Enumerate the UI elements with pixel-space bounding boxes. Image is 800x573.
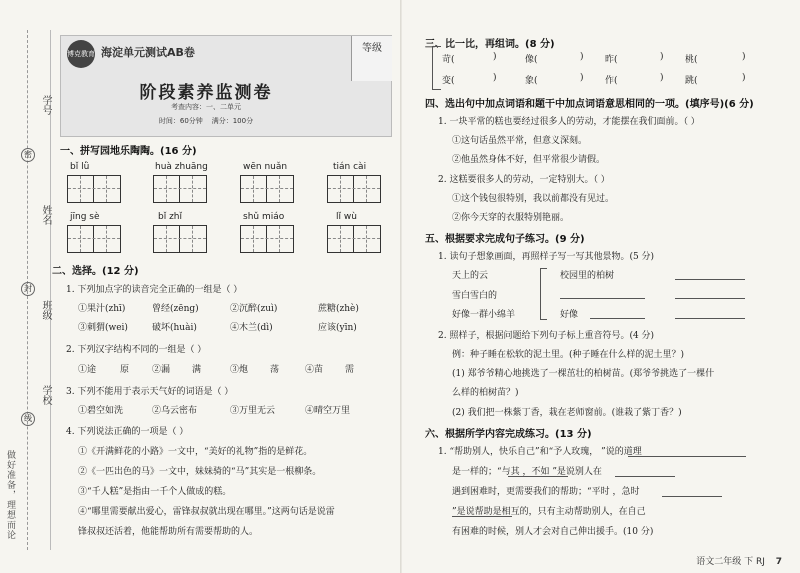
q6-line: 是一样的；“与其 ，不如 ”是说别人在 — [452, 467, 602, 477]
writing-grid[interactable] — [67, 175, 121, 203]
q2-4-item: ④“哪里需要献出爱心，雷锋叔叔就出现在哪里。”这两句话是说雷 — [78, 507, 335, 517]
compare-char: 桃( — [685, 55, 698, 65]
q2-1-opt: 破坏(huài) — [152, 323, 197, 333]
pinyin-1: bǐ lǜ — [70, 162, 90, 172]
exam-meta — [61, 116, 351, 126]
compare-char: 苛( — [442, 55, 455, 65]
q2-3: 3. 下列不能用于表示天气好的词语是（ ） — [66, 387, 234, 397]
q2-1-opt: 蔗糖(zhè) — [318, 304, 359, 314]
section6-title: 六、根据所学内容完成练习。(13 分) — [425, 429, 592, 440]
q2-1: 1. 下列加点字的读音完全正确的一组是（ ） — [66, 285, 243, 295]
q5-1-right: 好像 — [560, 310, 579, 320]
section1-title: 一、拼写园地乐陶陶。(16 分) — [60, 146, 197, 157]
compare-char: 像( — [525, 55, 538, 65]
label-name: 姓名 — [40, 205, 51, 225]
binding-strip — [0, 0, 55, 573]
answer-line[interactable] — [590, 318, 645, 319]
q2-4-item: 锋叔叔还活着，他能帮助所有需要帮助的人。 — [78, 527, 259, 537]
pinyin-4: tián cài — [333, 162, 367, 172]
writing-grid[interactable] — [240, 175, 294, 203]
answer-line[interactable] — [615, 476, 675, 477]
pinyin-2: huà zhuāng — [155, 162, 208, 172]
q4-2-opt: ①这个钱包很特别，我以前都没有见过。 — [452, 194, 615, 204]
q5-1-brace — [540, 268, 547, 320]
q2-2: 2. 下列汉字结构不同的一组是（ ） — [66, 345, 207, 355]
q2-3-opt: ④晴空万里 — [305, 406, 351, 416]
q2-2-opt: ②漏 — [152, 365, 171, 375]
q4-2-opt: ②你今天穿的衣服特别艳丽。 — [452, 213, 570, 223]
exam-time: 时间：60分钟 — [158, 117, 203, 125]
q4-1-opt: ②他虽然身体不好，但平常很少请假。 — [452, 155, 606, 165]
section3-title: 三、比一比，再组词。(8 分) — [425, 39, 555, 50]
q5-2: 2. 照样子，根据问题给下列句子标上重音符号。(4 分) — [438, 331, 655, 341]
label-school: 学校 — [40, 385, 51, 405]
seal-circle-1: 密 — [21, 148, 35, 162]
writing-grid[interactable] — [327, 175, 381, 203]
q5-2-s2: (2) 我们把一株紫丁香，栽在老师窗前。(谁栽了紫丁香？) — [452, 408, 682, 418]
compare-close: ) — [580, 73, 584, 83]
q5-1-left: 好像一群小绵羊 — [452, 310, 516, 320]
q2-4-item: ②《一匹出色的马》一文中，妹妹骑的“马”其实是一根柳条。 — [78, 467, 322, 477]
label-class: 班级 — [40, 300, 51, 320]
compare-close: ) — [660, 73, 664, 83]
compare-close: ) — [742, 73, 746, 83]
answer-line[interactable] — [628, 456, 746, 457]
q2-3-opt: ③万里无云 — [230, 406, 276, 416]
answer-line[interactable] — [452, 516, 512, 517]
q5-2-s1: (1) 郑爷爷精心地挑选了一棵茁壮的柏树苗。(郑爷爷挑选了一棵什 — [452, 369, 715, 379]
exam-scope: 考查内容：一、二单元 — [171, 103, 241, 111]
q2-1-opt: ①果汁(zhī) — [78, 304, 126, 314]
writing-grid[interactable] — [153, 225, 207, 253]
grade-box — [351, 36, 392, 81]
answer-line[interactable] — [662, 496, 722, 497]
section5-title: 五、根据要求完成句子练习。(9 分) — [425, 234, 585, 245]
pinyin-7: shǔ miáo — [243, 212, 285, 222]
q2-2-opt: 满 — [192, 365, 202, 375]
q2-1-opt: 曾经(zēng) — [152, 304, 199, 314]
q5-1: 1. 读句子想象画面，再照样子写一写其他景物。(5 分) — [438, 252, 655, 262]
q6-line: 有困难的时候，别人才会对自己伸出援手。(10 分) — [452, 527, 654, 537]
q4-2: 2. 这糕要很多人的劳动，一定特别大。（ ） — [438, 175, 610, 185]
grade-label: 等级 — [362, 43, 382, 54]
pinyin-6: bǐ zhǐ — [158, 212, 183, 222]
q2-1-opt: ④木兰(dì) — [230, 323, 273, 333]
pinyin-8: lǐ wù — [336, 212, 357, 222]
answer-line[interactable] — [675, 279, 745, 280]
q5-1-right: 校园里的柏树 — [560, 271, 615, 281]
compare-close: ) — [660, 52, 664, 62]
publisher-logo: 博克教育 — [67, 40, 95, 68]
exam-header — [60, 35, 392, 137]
binding-slogan: 做好准备，理想而论 — [5, 450, 15, 540]
answer-line[interactable] — [560, 298, 645, 299]
q2-3-opt: ①碧空如洗 — [78, 406, 124, 416]
compare-char: 昨( — [605, 55, 618, 65]
exam-title: 阶段素养监测卷 — [139, 83, 273, 103]
q6-line: 遇到困难时，更需要我们的帮助；“平时 ，急时 — [452, 487, 640, 497]
q5-1-left: 雪白雪白的 — [452, 291, 498, 301]
writing-grid[interactable] — [67, 225, 121, 253]
writing-grid[interactable] — [327, 225, 381, 253]
q5-2-s1-cont: 么样的柏树苗？) — [452, 388, 519, 398]
brand-title: 海淀单元测试AB卷 — [101, 46, 195, 59]
q2-2-opt: ③炮 — [230, 365, 249, 375]
q4-1-opt: ①这句话虽然平常，但意义深刻。 — [452, 136, 588, 146]
pinyin-5: jīng sè — [70, 212, 100, 222]
q2-2-opt: 荡 — [270, 365, 280, 375]
q6-line: 1. “帮助别人，快乐自己”和“予人玫瑰， ”说的道理 — [438, 447, 642, 457]
q5-1-left: 天上的云 — [452, 271, 489, 281]
q2-1-opt: ③刺猬(wei) — [78, 323, 128, 333]
seal-circle-2: 封 — [21, 282, 35, 296]
compare-bracket — [432, 46, 441, 90]
section2-title: 二、选择。(12 分) — [52, 266, 139, 277]
q2-3-opt: ②乌云密布 — [152, 406, 198, 416]
compare-close: ) — [580, 52, 584, 62]
exam-score: 满分：100分 — [211, 117, 254, 125]
q2-4-item: ①《开满鲜花的小路》一文中，“美好的礼物”指的是鲜花。 — [78, 447, 313, 457]
compare-char: 象( — [525, 76, 538, 86]
compare-char: 作( — [605, 76, 618, 86]
q2-1-opt: ②沉醉(zuì) — [230, 304, 278, 314]
seal-circle-3: 线 — [21, 412, 35, 426]
page-footer — [696, 554, 782, 567]
page-fold — [400, 0, 402, 573]
q2-2-opt: ④苗 — [305, 365, 324, 375]
q2-2-opt: ①途 — [78, 365, 97, 375]
q4-1: 1. 一块平常的糕也要经过很多人的劳动，才能摆在我们面前。（ ） — [438, 117, 700, 127]
q2-2-opt: 需 — [345, 365, 355, 375]
q5-2-example: 例：种子睡在松软的泥土里。(种子睡在什么样的泥土里？) — [452, 350, 685, 360]
course-label: 语文二年级 下 RJ — [696, 557, 765, 567]
compare-close: ) — [493, 52, 497, 62]
q2-2-opt: 原 — [120, 365, 130, 375]
compare-close: ) — [493, 73, 497, 83]
compare-close: ) — [742, 52, 746, 62]
q6-line: ”是说帮助是相互的，只有主动帮助别人，在自己 — [452, 507, 646, 517]
label-student-id: 学号 — [40, 95, 51, 115]
q2-4-item: ③“千人糕”是指由一千个人做成的糕。 — [78, 487, 232, 497]
q2-4: 4. 下列说法正确的一项是（ ） — [66, 427, 189, 437]
section4-title: 四、选出句中加点词语和题干中加点词语意思相同的一项。(填序号)(6 分) — [425, 99, 754, 110]
compare-char: 跳( — [685, 76, 698, 86]
answer-line[interactable] — [675, 298, 745, 299]
writing-grid[interactable] — [153, 175, 207, 203]
answer-line[interactable] — [508, 476, 568, 477]
answer-line[interactable] — [675, 318, 745, 319]
page-number: 7 — [775, 557, 782, 567]
pinyin-3: wēn nuǎn — [243, 162, 288, 172]
q2-1-opt: 应该(yīn) — [318, 323, 357, 333]
compare-char: 变( — [442, 76, 455, 86]
writing-grid[interactable] — [240, 225, 294, 253]
